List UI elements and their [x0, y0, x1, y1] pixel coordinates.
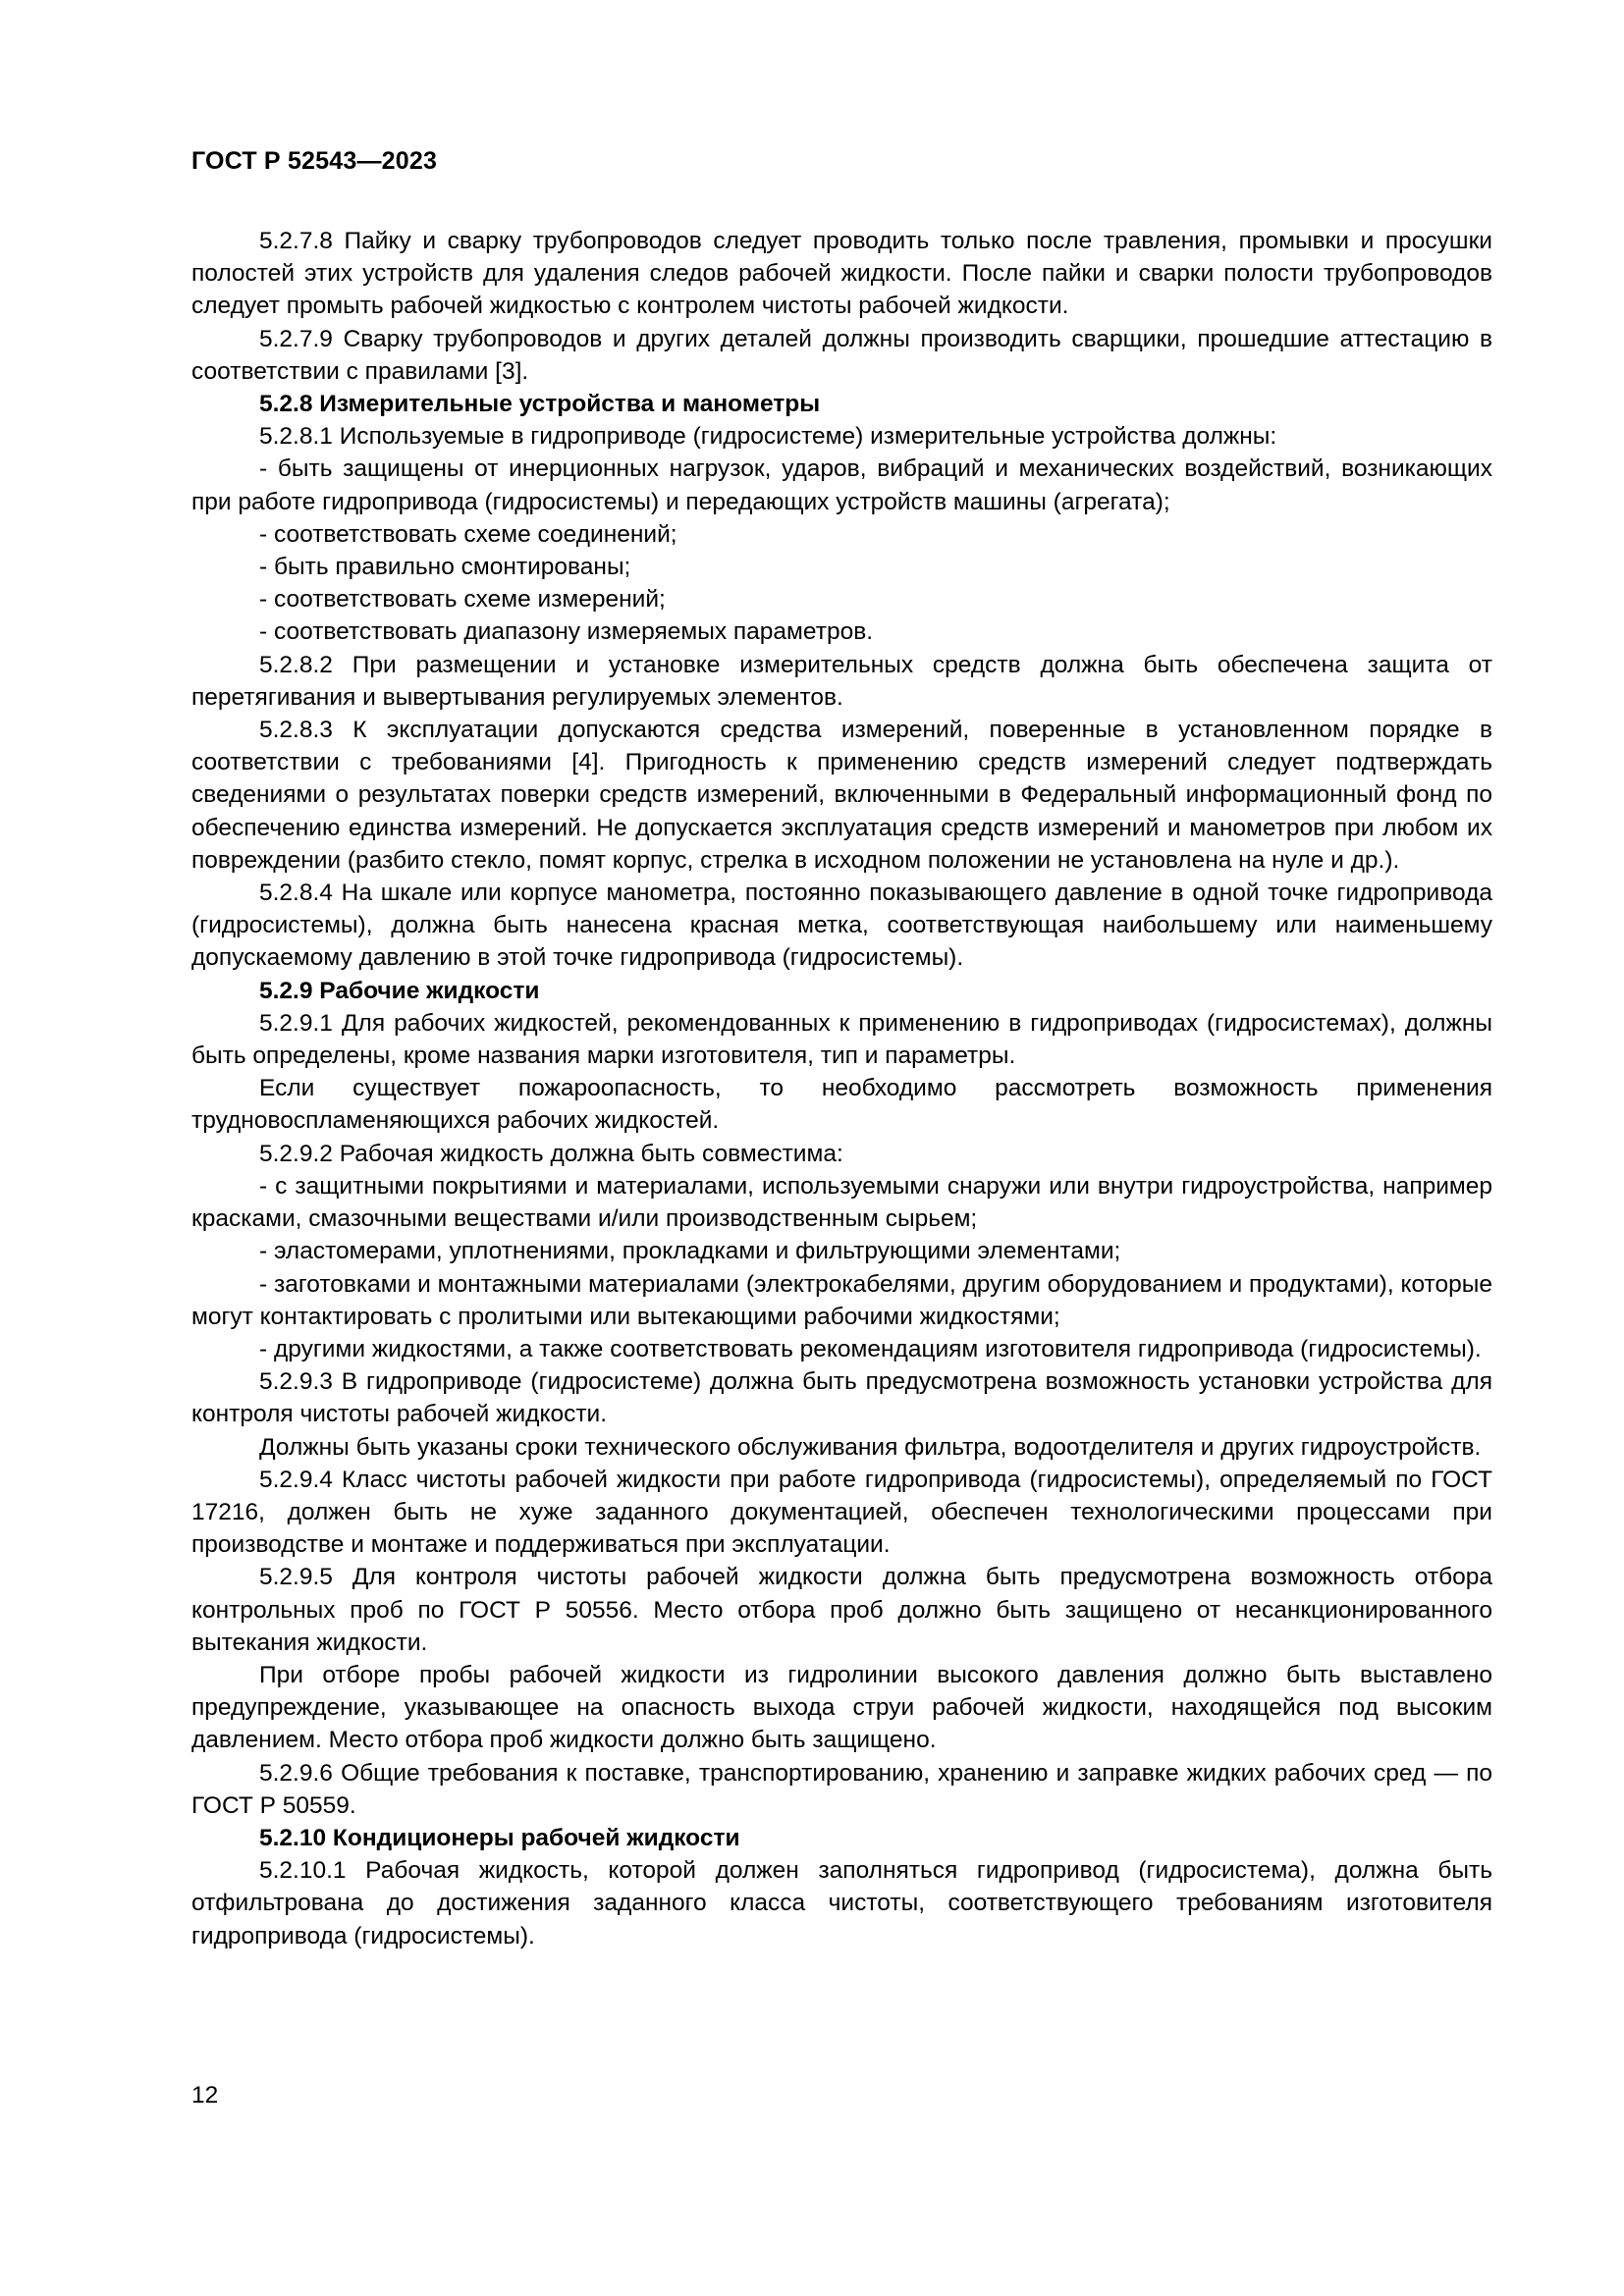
paragraph: - соответствовать схеме измерений;	[259, 586, 666, 614]
paragraph: - быть правильно смонтированы;	[259, 554, 631, 581]
paragraph: - с защитными покрытиями и материалами, используемыми снаружи или внутри гидроустройства, например красками, смазочными веществами и/или производственным сырьем;	[191, 1172, 1492, 1233]
paragraph: 5.2.10.1 Рабочая жидкость, которой должен заполняться гидропривод (гидросистема), должна быть отфильтрована до достижения заданного класса чистоты, соответствующего требованиям изготовителя гидропривода (гидросистемы).	[191, 1857, 1492, 1949]
section-heading: 5.2.10 Кондиционеры рабочей жидкости	[259, 1824, 740, 1851]
paragraph: 5.2.9.2 Рабочая жидкость должна быть совместима:	[259, 1140, 843, 1167]
paragraph: 5.2.7.9 Сварку трубопроводов и других деталей должны производить сварщики, прошедшие аттестацию в соответствии с правилами [3].	[191, 325, 1492, 385]
paragraph: 5.2.9.4 Класс чистоты рабочей жидкости при работе гидропривода (гидросистемы), определяемый по ГОСТ 17216, должен быть не хуже заданного документацией, обеспечен технологическими процессами при производстве и монтаже и поддерживаться при эксплуатации.	[191, 1466, 1492, 1559]
paragraph: - быть защищены от инерционных нагрузок, ударов, вибраций и механических воздействий, возникающих при работе гидропривода (гидросистемы) и передающих устройств машины (агрегата);	[191, 455, 1492, 515]
paragraph: Должны быть указаны сроки технического обслуживания фильтра, водоотделителя и других гидроустройств.	[259, 1433, 1482, 1461]
paragraph: 5.2.9.3 В гидроприводе (гидросистеме) должна быть предусмотрена возможность установки устройства для контроля чистоты рабочей жидкости.	[191, 1368, 1492, 1428]
paragraph: 5.2.8.4 На шкале или корпусе манометра, постоянно показывающего давление в одной точке гидропривода (гидросистемы), должна быть нанесена красная метка, соответствующая наибольшему или наименьшему допускаемому давлению в этой точке гидропривода (гидросистемы).	[191, 880, 1492, 972]
paragraph: - другими жидкостями, а также соответствовать рекомендациям изготовителя гидропривода (гидросистемы).	[259, 1335, 1482, 1362]
document-header: ГОСТ Р 52543—2023	[191, 147, 438, 175]
paragraph: 5.2.8.3 К эксплуатации допускаются средства измерений, поверенные в установленном порядке в соответствии с требованиями [4]. Пригодность к применению средств измерений следует подтверждать сведениями о результатах поверки средств измерений, включенными в Федеральный информационный фонд по обеспечению единства измерений. Не допускается эксплуатация средств измерений и манометров при любом их повреждении (разбито стекло, помят корпус, стрелка в исходном положении не установлена на нуле и др.).	[191, 717, 1492, 874]
paragraph: 5.2.9.5 Для контроля чистоты рабочей жидкости должна быть предусмотрена возможность отбора контрольных проб по ГОСТ Р 50556. Место отбора проб должно быть защищено от несанкционированного вытекания жидкости.	[191, 1564, 1492, 1656]
paragraph: 5.2.9.6 Общие требования к поставке, транспортированию, хранению и заправке жидких рабочих сред — по ГОСТ Р 50559.	[191, 1759, 1492, 1819]
paragraph: - эластомерами, уплотнениями, прокладками и фильтрующими элементами;	[259, 1238, 1121, 1265]
section-heading: 5.2.8 Измерительные устройства и манометры	[259, 391, 821, 418]
page-number: 12	[191, 2082, 219, 2109]
paragraph: 5.2.8.1 Используемые в гидроприводе (гидросистеме) измерительные устройства должны:	[259, 423, 1277, 451]
section-heading: 5.2.9 Рабочие жидкости	[259, 977, 540, 1004]
paragraph: - заготовками и монтажными материалами (электрокабелями, другим оборудованием и продуктами), которые могут контактировать с пролитыми или вытекающими рабочими жидкостями;	[191, 1270, 1492, 1330]
paragraph: 5.2.7.8 Пайку и сварку трубопроводов следует проводить только после травления, промывки и просушки полостей этих устройств для удаления следов рабочей жидкости. После пайки и сварки полости трубопроводов следует промыть рабочей жидкостью с контролем чистоты рабочей жидкости.	[191, 228, 1492, 320]
paragraph: - соответствовать схеме соединений;	[259, 520, 677, 548]
paragraph: 5.2.8.2 При размещении и установке измерительных средств должна быть обеспечена защита от перетягивания и вывертывания регулируемых элементов.	[191, 651, 1492, 711]
paragraph: При отборе пробы рабочей жидкости из гидролинии высокого давления должно быть выставлено предупреждение, указывающее на опасность выхода струи рабочей жидкости, находящейся под высоким давлением. Место отбора проб жидкости должно быть защищено.	[191, 1661, 1492, 1754]
paragraph: Если существует пожароопасность, то необходимо рассмотреть возможность применения трудновоспламеняющихся рабочих жидкостей.	[191, 1075, 1492, 1135]
paragraph: - соответствовать диапазону измеряемых параметров.	[259, 618, 874, 646]
document-body	[191, 225, 1492, 1952]
paragraph: 5.2.9.1 Для рабочих жидкостей, рекомендованных к применению в гидроприводах (гидросистемах), должны быть определены, кроме названия марки изготовителя, тип и параметры.	[191, 1009, 1492, 1070]
